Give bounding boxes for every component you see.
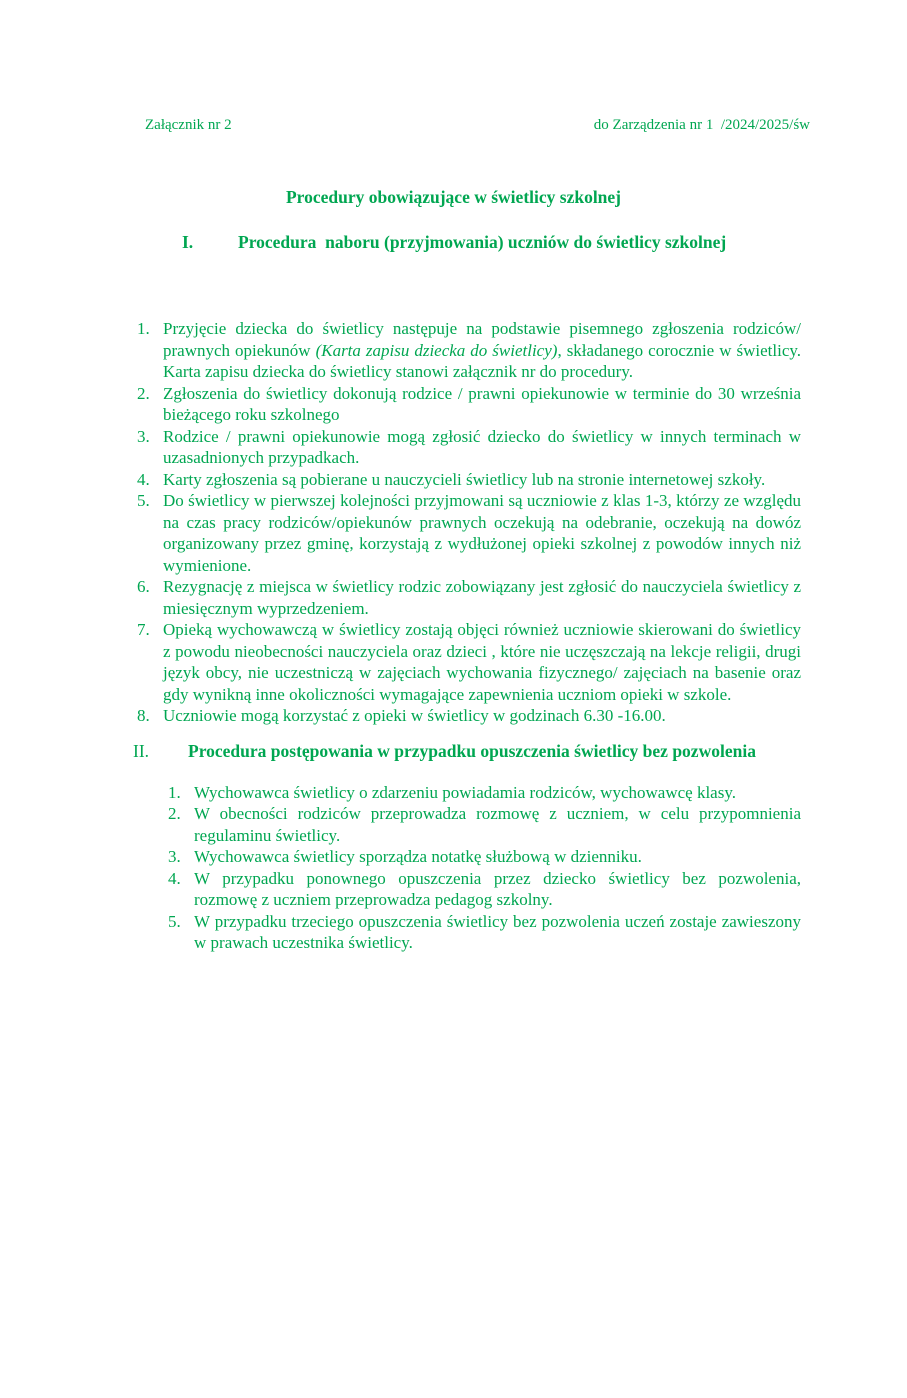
list-item-number: 8.	[137, 706, 150, 725]
list-item-number: 5.	[137, 491, 150, 510]
list-item-text: W przypadku trzeciego opuszczenia świetlicy bez pozwolenia uczeń zostaje zawieszony w prawach uczestnika świetlicy.	[194, 911, 801, 952]
list-item-text: Opieką wychowawczą w świetlicy zostają objęci również uczniowie skierowani do świetlicy z powodu nieobecności nauczyciela oraz dzieci , które nie uczęszczają na lekcje religii, drugi język obcy, nie uczestniczą w zajęciach wychowania fizycznego/ zajęciach na basenie oraz gdy wynikną inne okoliczności wymagające zapewnienia uczniom opieki w szkole.	[163, 620, 801, 704]
list-item	[168, 803, 801, 846]
list-item-number: 3.	[137, 426, 150, 446]
list-item-number: 7.	[137, 620, 150, 639]
list-item	[137, 576, 801, 619]
list-item-text: Karty zgłoszenia są pobierane u nauczycieli świetlicy lub na stronie internetowej szkoły.	[163, 469, 766, 489]
section-2-list	[168, 782, 801, 954]
section-1-heading	[182, 232, 807, 253]
list-item	[168, 846, 801, 868]
document-title: Procedury obowiązujące w świetlicy szkolnej	[285, 187, 622, 207]
list-item	[137, 318, 801, 383]
list-item-number: 1.	[137, 319, 150, 338]
list-item-text: Do świetlicy w pierwszej kolejności przyjmowani są uczniowie z klas 1-3, którzy ze względu na czas pracy rodziców/opiekunów prawnych oczekują na odebranie, oczekują na dowóz organizowany przez gminę, korzystają z wydłużonej opieki szkolnej z powodów innych niż wymienione.	[163, 491, 801, 575]
list-item	[137, 490, 801, 576]
list-item-text: Zgłoszenia do świetlicy dokonują rodzice / prawni opiekunowie w terminie do 30 września bieżącego roku szkolnego	[163, 383, 801, 424]
list-item-text: Wychowawca świetlicy o zdarzeniu powiadamia rodziców, wychowawcę klasy.	[194, 782, 736, 802]
list-item	[168, 782, 801, 804]
section-2-heading	[133, 741, 807, 762]
list-item-number: 6.	[137, 577, 150, 596]
list-item-number: 5.	[168, 911, 181, 931]
list-item	[168, 911, 801, 954]
list-item-text: Wychowawca świetlicy sporządza notatkę służbową w dzienniku.	[194, 847, 642, 866]
list-item-number: 4.	[137, 469, 150, 489]
section-1-list	[137, 318, 801, 727]
section-1-heading-text: Procedura naboru (przyjmowania) uczniów do świetlicy szkolnej	[238, 232, 727, 252]
list-item-number: 3.	[168, 847, 181, 866]
list-item-text: Rezygnację z miejsca w świetlicy rodzic zobowiązany jest zgłosić do nauczyciela świetlicy z miesięcznym wyprzedzeniem.	[163, 577, 801, 618]
list-item	[137, 619, 801, 705]
ordinance-note: do Zarządzenia nr 1 /2024/2025/św	[593, 117, 810, 133]
document-page	[0, 116, 907, 1398]
list-item	[137, 426, 801, 469]
section-1-numeral: I.	[182, 232, 194, 252]
italic-phrase: (Karta zapisu dziecka do świetlicy)	[315, 340, 558, 360]
list-item	[137, 383, 801, 426]
section-2-numeral: II.	[133, 740, 150, 761]
list-item	[137, 705, 801, 727]
list-item-text: W obecności rodziców przeprowadza rozmowę z uczniem, w celu przypomnienia regulaminu świetlicy.	[194, 804, 801, 845]
list-item	[168, 868, 801, 911]
list-item-text-before: Przyjęcie dziecka do świetlicy następuje na podstawie pisemnego zgłoszenia rodziców/ prawnych opiekunów	[163, 319, 801, 360]
list-item-number: 2.	[168, 804, 181, 823]
document-header	[145, 116, 810, 134]
list-item-text: Rodzice / prawni opiekunowie mogą zgłosić dziecko do świetlicy w innych terminach w uzasadnionych przypadkach.	[163, 426, 801, 467]
list-item-number: 4.	[168, 868, 181, 888]
list-item-number: 1.	[168, 782, 181, 802]
list-item-number: 2.	[137, 383, 150, 403]
section-2-heading-text: Procedura postępowania w przypadku opuszczenia świetlicy bez pozwolenia	[188, 740, 756, 761]
attachment-note: Załącznik nr 2	[145, 117, 232, 133]
list-item-text	[163, 318, 801, 383]
list-item-text: Uczniowie mogą korzystać z opieki w świetlicy w godzinach 6.30 -16.00.	[163, 706, 666, 725]
list-item-text: W przypadku ponownego opuszczenia przez dziecko świetlicy bez pozwolenia, rozmowę z uczniem przeprowadza pedagog szkolny.	[194, 868, 801, 909]
list-item	[137, 469, 801, 491]
list-item-text-after: , składanego corocznie w świetlicy. Karta zapisu dziecka do świetlicy stanowi załącznik nr do procedury.	[163, 340, 802, 381]
